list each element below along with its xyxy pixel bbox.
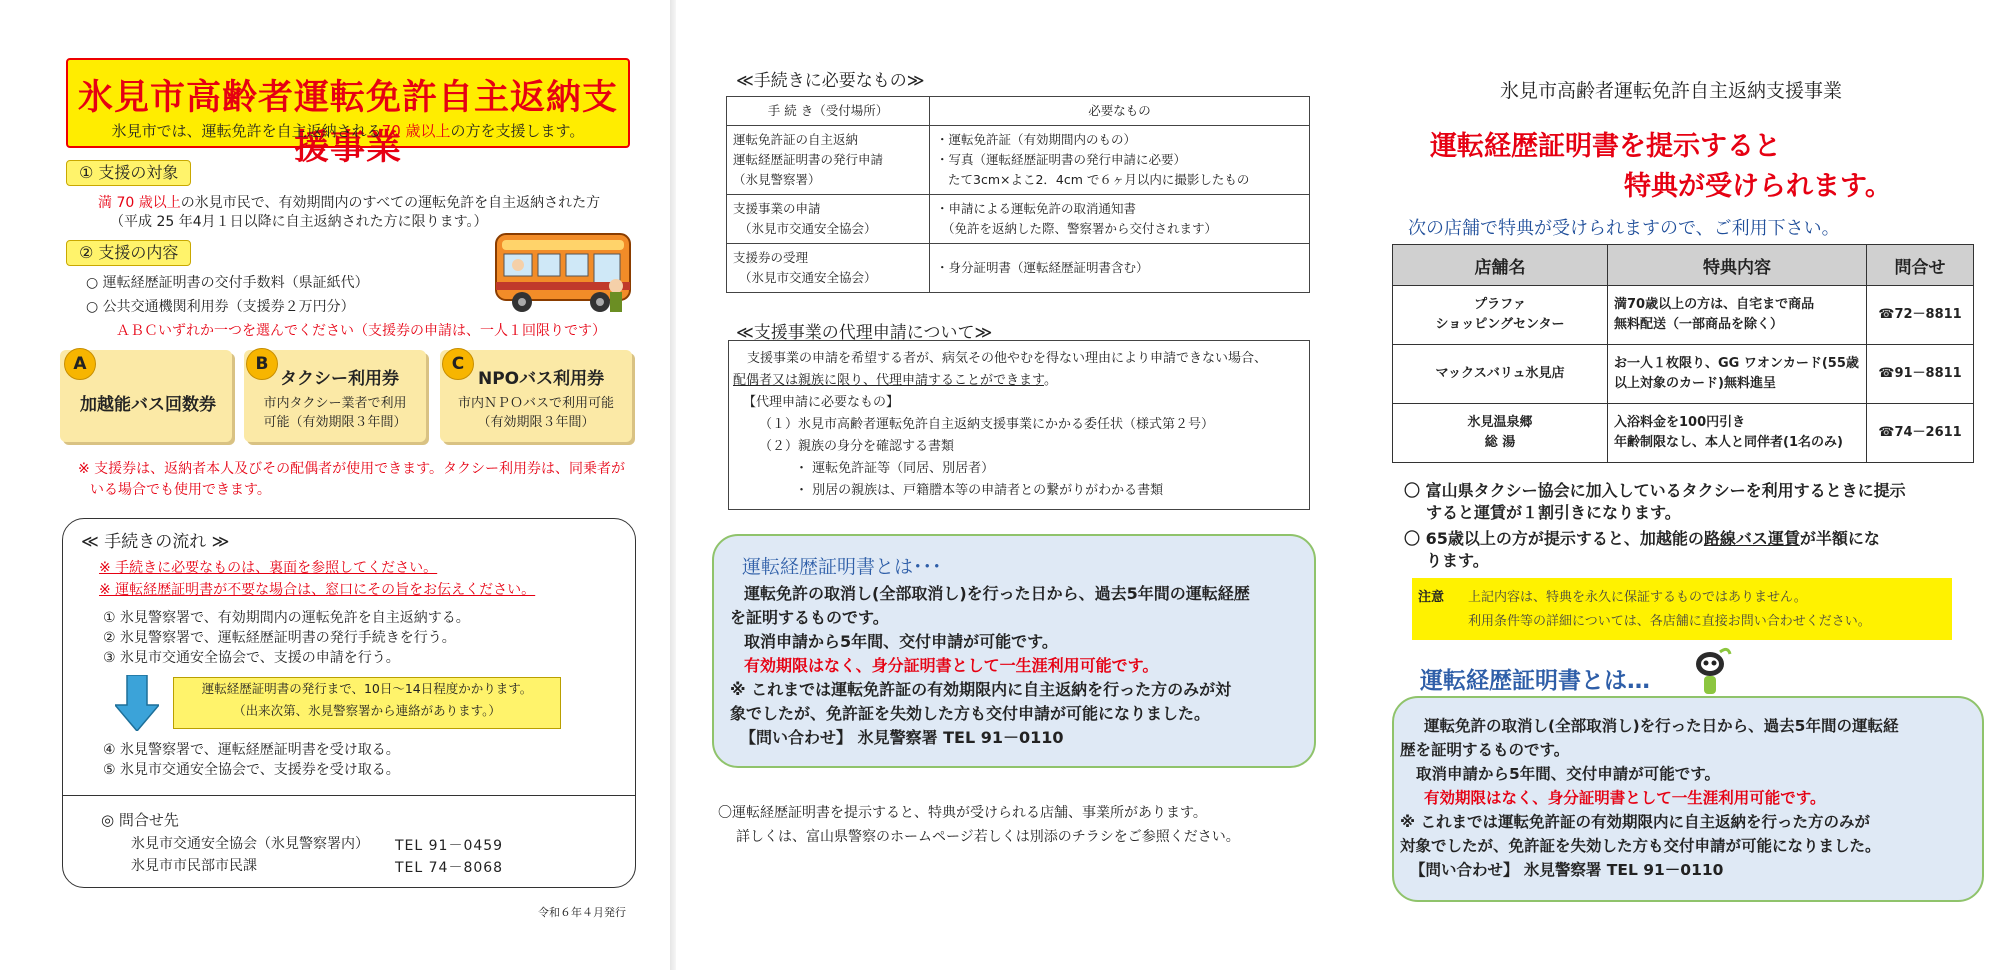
contact-name: 氷見市交通安全協会（氷見警察署内） [131, 836, 369, 852]
wait-notice: 運転経歴証明書の発行まで、10日～14日程度かかります。 （出来次第、氷見警察署から連絡があります。） [173, 677, 561, 729]
table-row: 支援事業の申請 （氷見市交通安全協会） ・申請による運転免許の取消通知書 （免許を返納した際、警察署から交付されます） [727, 195, 1310, 244]
divider [63, 795, 635, 796]
benefits-flyer [1356, 0, 2000, 970]
target-text: 満 70 歳以上の氷見市民で、有効期間内のすべての運転免許を自主返納された方 [98, 195, 601, 211]
usage-note: ※ 支援券は、返納者本人及びその配偶者が使用できます。タクシー利用券は、同乗者が [78, 461, 626, 477]
procedure-flow-box [62, 518, 636, 888]
benefit-bullet: 〇 65歳以上の方が提示すると、加越能の路線バス運賃が半額にな ります。 [1404, 529, 1880, 570]
flow-title: ≪ 手続きの流れ ≫ [81, 532, 230, 552]
contact-title: ◎ 問合せ先 [101, 811, 179, 829]
caution-label: 注意 [1418, 590, 1445, 605]
flow-step: ⑤ 氷見市交通安全協会で、支援券を受け取る。 [103, 762, 400, 778]
usage-note: いる場合でも使用できます。 [90, 482, 271, 498]
card-title-c: NPOバス利用券 [478, 369, 605, 389]
support-item: ○ 公共交通機関利用券（支援券２万円分） [86, 299, 355, 315]
table-header: 店舗名 [1393, 245, 1608, 286]
bubble-text: 運転免許の取消し(全部取消し)を行った日から、過去5年間の運転経 歴を証明するものです。 取消申請から5年間、交付申請が可能です。 有効期限はなく、身分証明書として一生涯利用可能です。 ※ これまでは運転免許証の有効期限内に自主返納を行った方のみが 対象でしたが、免許証を失効した方も交付申請が可能になりました。 【問い合わせ】 氷見警察署 TEL 91－0110 [1400, 717, 1899, 879]
table-row: プラファ ショッピングセンター 満70歳以上の方は、自宅まで商品 無料配送（一部商品を除く） ☎72－8811 [1393, 286, 1974, 345]
down-arrow-icon [115, 675, 159, 731]
headline: 運転経歴証明書を提示すると [1430, 131, 1781, 162]
leaflet-subtitle: 氷見市では、運転免許を自主返納される70 歳以上の方を支援します。 [111, 122, 585, 140]
card-body-b: 市内タクシー業者で利用 可能（有効期限３年間） [263, 396, 407, 430]
flow-step: ④ 氷見警察署で、運転経歴証明書を受け取る。 [103, 742, 400, 758]
card-body-c: 市内ＮＰＯバスで利用可能 （有効期限３年間） [457, 396, 614, 430]
card-title-b: タクシー利用券 [280, 369, 399, 389]
section-label-content: ② 支援の内容 [66, 240, 191, 266]
table-row: 運転免許証の自主返納 運転経歴証明書の発行申請 （氷見警察署） ・運転免許証（有効期間内のもの） ・写真（運転経歴証明書の発行申請に必要） たて3cm×よこ2．4cm で６ヶ月以内に撮影したもの [727, 126, 1310, 195]
contact-tel: TEL 74－8068 [395, 860, 504, 876]
caution-box: 注意 上記内容は、特典を永久に保証するものではありません。 利用条件等の詳細については、各店舗に直接お問い合わせください。 [1412, 578, 1952, 640]
table-row: マックスバリュ氷見店 お一人１枚限り、GG ワオンカード(55歳 以上対象のカード)無料進呈 ☎91－8811 [1393, 345, 1974, 404]
certificate-info-bubble [712, 534, 1316, 768]
proxy-box: 支援事業の申請を希望する者が、病気その他やむを得ない理由により申請できない場合、 配偶者又は親族に限り、代理申請することができます。 【代理申請に必要なもの】 （１）氷見市高齢者運転免許自主返納支援事業にかかる委任状（様式第２号） （２）親族の身分を確認する書類 ・ 運転免許証等（同居、別居者） ・ 別居の親族は、戸籍謄本等の申請者との繋がりがわかる書類 [728, 340, 1310, 510]
leaflet-front-page [0, 0, 670, 970]
proxy-title: ≪支援事業の代理申請について≫ [736, 323, 993, 343]
headline: 特典が受けられます。 [1624, 171, 1892, 202]
option-card-b [244, 350, 426, 442]
contact-name: 氷見市市民部市民課 [131, 858, 257, 874]
table-row: 氷見温泉郷 総 湯 入浴料金を100円引き 年齢制限なし、本人と同伴者(1名のみ) ☎74－2611 [1393, 404, 1974, 463]
target-note: （平成 25 年4月１日以降に自主返納された方に限ります。） [110, 214, 488, 230]
benefits-table [1392, 244, 1974, 463]
footer-note: 〇運転経歴証明書を提示すると、特典が受けられる店舗、事業所があります。 [718, 805, 1207, 821]
requirements-table [726, 96, 1310, 293]
contact-tel: TEL 91－0459 [395, 838, 504, 854]
flow-step: ③ 氷見市交通安全協会で、支援の申請を行う。 [103, 650, 400, 666]
table-header: 必要なもの [930, 97, 1310, 126]
certificate-info-bubble [1392, 696, 1984, 902]
flow-step: ② 氷見警察署で、運転経歴証明書の発行手続きを行う。 [103, 630, 456, 646]
bubble-title: 運転経歴証明書とは･･･ [742, 556, 942, 578]
badge-b: B [246, 348, 278, 380]
issue-date: 令和６年４月発行 [538, 906, 626, 919]
card-title-a: 加越能バス回数券 [80, 395, 216, 415]
flow-note: ※ 運転経歴証明書が不要な場合は、窓口にその旨をお伝えください。 [99, 582, 536, 598]
option-card-c [440, 350, 632, 442]
benefit-bullet: 〇 富山県タクシー協会に加入しているタクシーを利用するときに提示 すると運賃が１割引きになります。 [1404, 481, 1906, 522]
leaflet-title: 氷見市高齢者運転免許自主返納支援事業 [77, 78, 618, 168]
bubble-text: 運転免許の取消し(全部取消し)を行った日から、過去5年間の運転経歴 を証明するものです。 取消申請から5年間、交付申請が可能です。 有効期限はなく、身分証明書として一生涯利用可能です。 ※ これまでは運転免許証の有効期限内に自主返納を行った方のみが対 象でしたが、免許証を失効した方も交付申請が可能になりました。 【問い合わせ】 氷見警察署 TEL 91－0110 [730, 584, 1250, 747]
intro-text: 次の店舗で特典が受けられますので、ご利用下さい。 [1408, 218, 1840, 239]
mascot-icon [1690, 644, 1732, 696]
badge-c: C [442, 348, 474, 380]
support-item: ○ 運転経歴証明書の交付手数料（県証紙代） [86, 275, 369, 291]
choose-note: ＡＢＣいずれか一つを選んでください（支援券の申請は、一人１回限りです） [116, 323, 606, 339]
section-label-target: ① 支援の対象 [66, 160, 191, 186]
table-header: 特典内容 [1608, 245, 1867, 286]
table-header: 問合せ [1867, 245, 1974, 286]
requirements-title: ≪手続きに必要なもの≫ [736, 71, 925, 91]
flyer-title: 氷見市高齢者運転免許自主返納支援事業 [1500, 80, 1843, 102]
flow-note: ※ 手続きに必要なものは、裏面を参照してください。 [99, 560, 438, 576]
leaflet-back-page [676, 0, 1352, 970]
title-banner [66, 58, 630, 168]
bubble-title: 運転経歴証明書とは… [1420, 668, 1650, 694]
footer-note: 詳しくは、富山県警察のホームページ若しくは別添のチラシをご参照ください。 [736, 829, 1240, 845]
badge-a: A [64, 348, 96, 380]
flow-step: ① 氷見警察署で、有効期間内の運転免許を自主返納する。 [103, 610, 470, 626]
table-row: 支援券の受理 （氷見市交通安全協会） ・身分証明書（運転経歴証明書含む） [727, 244, 1310, 293]
table-header: 手 続 き（受付場所） [727, 97, 930, 126]
option-card-a [60, 350, 232, 442]
bus-illustration [488, 226, 638, 318]
